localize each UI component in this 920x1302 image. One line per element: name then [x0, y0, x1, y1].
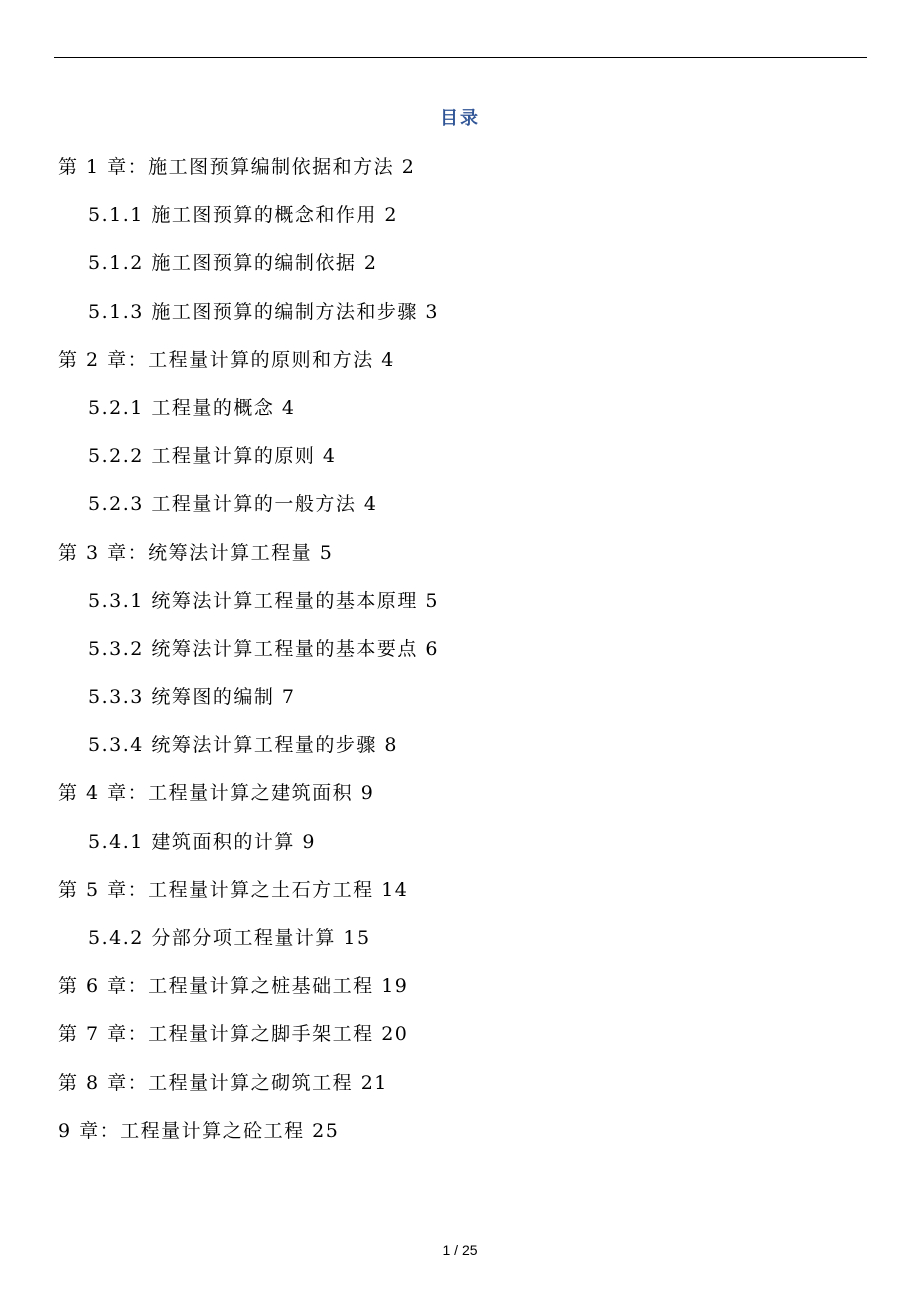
- toc-entry[interactable]: 5.1.2 施工图预算的编制依据 2: [88, 252, 378, 275]
- toc-entry[interactable]: 5.3.4 统筹法计算工程量的步骤 8: [88, 734, 399, 757]
- toc-entry[interactable]: 5.1.3 施工图预算的编制方法和步骤 3: [88, 300, 440, 323]
- toc-entry[interactable]: 第 1 章：施工图预算编制依据和方法 2: [58, 156, 416, 178]
- toc-entry[interactable]: 第 4 章：工程量计算之建筑面积 9: [58, 782, 375, 805]
- table-of-contents: [0, 150, 920, 1162]
- toc-entry[interactable]: 第 6 章：工程量计算之桩基础工程 19: [58, 975, 409, 998]
- toc-entry[interactable]: 5.3.2 统筹法计算工程量的基本要点 6: [88, 637, 440, 660]
- toc-entry[interactable]: 第 3 章：统筹法计算工程量 5: [58, 541, 334, 564]
- toc-entry[interactable]: 第 8 章：工程量计算之砌筑工程 21: [58, 1071, 388, 1094]
- toc-entry[interactable]: 第 7 章：工程量计算之脚手架工程 20: [58, 1023, 409, 1046]
- toc-entry[interactable]: 第 2 章：工程量计算的原则和方法 4: [58, 348, 395, 371]
- toc-entry[interactable]: 5.4.1 建筑面积的计算 9: [88, 830, 317, 853]
- toc-entry[interactable]: 5.2.1 工程量的概念 4: [88, 396, 296, 419]
- toc-entry[interactable]: 5.2.2 工程量计算的原则 4: [88, 445, 337, 468]
- toc-entry[interactable]: 5.4.2 分部分项工程量计算 15: [88, 927, 371, 949]
- toc-entry[interactable]: 5.2.3 工程量计算的一般方法 4: [88, 493, 378, 516]
- toc-entry[interactable]: 5.3.1 统筹法计算工程量的基本原理 5: [88, 589, 440, 612]
- toc-entry[interactable]: 5.3.3 统筹图的编制 7: [88, 686, 296, 709]
- toc-entry[interactable]: 9 章：工程量计算之砼工程 25: [58, 1119, 340, 1142]
- toc-entry[interactable]: 第 5 章：工程量计算之土石方工程 14: [58, 878, 409, 901]
- toc-title: 目录: [440, 108, 480, 129]
- page-number: 1 / 25: [442, 1242, 478, 1258]
- header-rule: [54, 57, 867, 58]
- toc-entry[interactable]: 5.1.1 施工图预算的概念和作用 2: [88, 204, 399, 227]
